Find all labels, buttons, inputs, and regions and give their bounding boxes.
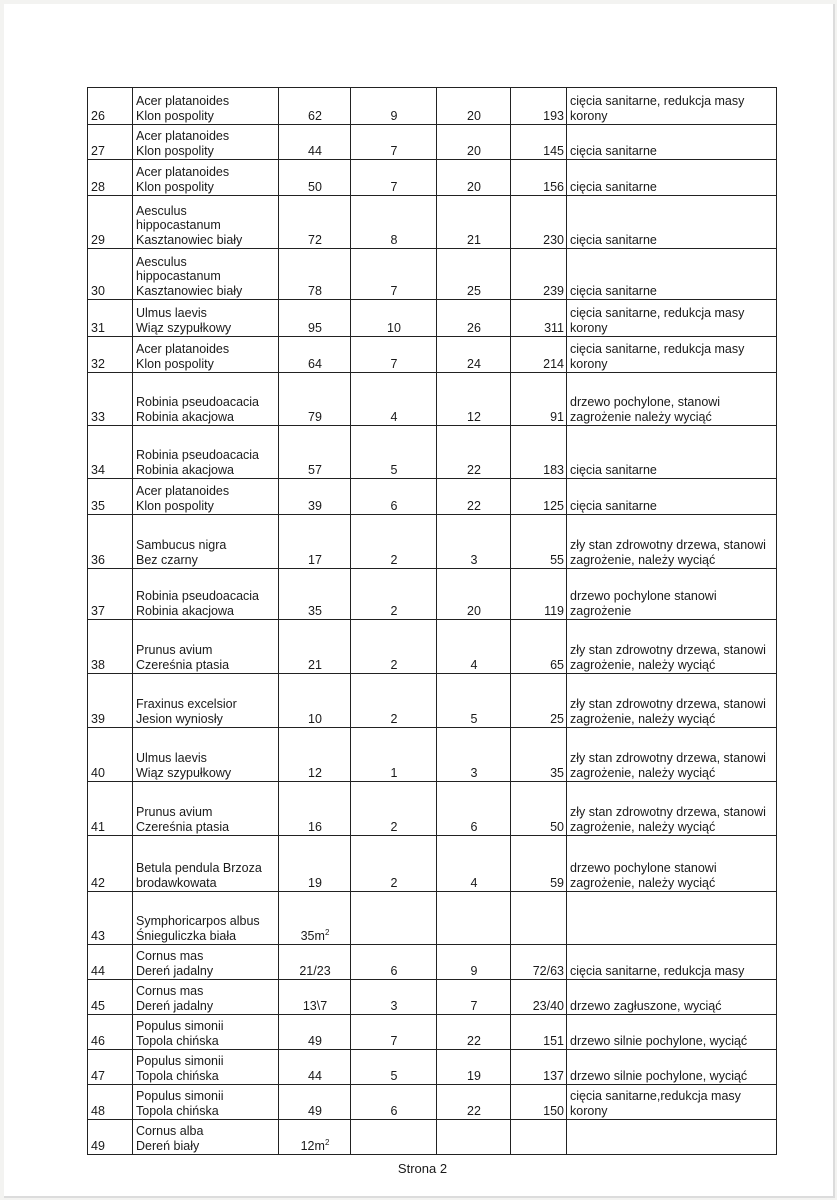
measure-1-value: 78: [308, 283, 322, 298]
measure-1-cell: [279, 426, 351, 479]
measure-1-value: 79: [308, 409, 322, 424]
species-name-cell: Aesculus hippocastanum Kasztanowiec biały: [133, 196, 279, 249]
remark-cell: zły stan zdrowotny drzewa, stanowi zagrożenie, należy wyciąć: [567, 674, 777, 728]
measure-2-cell: 6: [351, 1085, 437, 1120]
remark-cell: cięcia sanitarne, redukcja masy korony: [567, 337, 777, 373]
measure-2-cell: 2: [351, 620, 437, 674]
page-footer: Strona 2: [397, 1161, 448, 1176]
row-number-cell: 31: [88, 300, 133, 337]
row-number-cell: 40: [88, 728, 133, 782]
table-row: [88, 479, 777, 515]
measure-1-cell: [279, 88, 351, 125]
species-name-cell: Symphoricarpos albus Śnieguliczka biała: [133, 892, 279, 945]
row-number-cell: 33: [88, 373, 133, 426]
species-name-cell: Populus simonii Topola chińska: [133, 1050, 279, 1085]
measure-3-cell: 5: [437, 674, 511, 728]
measure-3-cell: 3: [437, 515, 511, 569]
measure-4-cell: 55: [511, 515, 567, 569]
measure-1-value: 35: [308, 603, 322, 618]
row-number-cell: 28: [88, 160, 133, 196]
measure-4-cell: 156: [511, 160, 567, 196]
species-name-cell: Acer platanoides Klon pospolity: [133, 337, 279, 373]
measure-2-cell: 10: [351, 300, 437, 337]
measure-4-cell: 193: [511, 88, 567, 125]
measure-1-value: 19: [308, 875, 322, 890]
measure-4-cell: 119: [511, 569, 567, 620]
measure-3-cell: 20: [437, 125, 511, 160]
measure-1-cell: [279, 892, 351, 945]
row-number-cell: 29: [88, 196, 133, 249]
measure-4-cell: 311: [511, 300, 567, 337]
measure-1-cell: [279, 1015, 351, 1050]
measure-2-cell: 4: [351, 373, 437, 426]
measure-4-cell: 230: [511, 196, 567, 249]
measure-3-cell: 12: [437, 373, 511, 426]
row-number-cell: 39: [88, 674, 133, 728]
measure-4-cell: 125: [511, 479, 567, 515]
measure-4-cell: 214: [511, 337, 567, 373]
row-number-cell: 30: [88, 249, 133, 300]
measure-3-cell: 24: [437, 337, 511, 373]
remark-cell: drzewo pochylone stanowi zagrożenie: [567, 569, 777, 620]
measure-1-value: 39: [308, 498, 322, 513]
table-row: [88, 1085, 777, 1120]
remark-cell: cięcia sanitarne,redukcja masy korony: [567, 1085, 777, 1120]
species-name-cell: Betula pendula Brzoza brodawkowata: [133, 836, 279, 892]
table-row: [88, 426, 777, 479]
measure-2-cell: 1: [351, 728, 437, 782]
measure-2-cell: 3: [351, 980, 437, 1015]
measure-1-value: 12m: [300, 1138, 325, 1153]
row-number-cell: 34: [88, 426, 133, 479]
measure-1-value: 21/23: [299, 963, 331, 978]
measure-2-cell: [351, 892, 437, 945]
measure-3-cell: 19: [437, 1050, 511, 1085]
remark-cell: drzewo zagłuszone, wyciąć: [567, 980, 777, 1015]
measure-1-cell: [279, 373, 351, 426]
species-name-cell: Robinia pseudoacacia Robinia akacjowa: [133, 426, 279, 479]
species-name-cell: Acer platanoides Klon pospolity: [133, 125, 279, 160]
species-name-cell: Acer platanoides Klon pospolity: [133, 160, 279, 196]
measure-1-value: 49: [308, 1033, 322, 1048]
remark-cell: cięcia sanitarne, redukcja masy korony: [567, 300, 777, 337]
measure-2-cell: 2: [351, 569, 437, 620]
measure-2-cell: 6: [351, 945, 437, 980]
row-number-cell: 38: [88, 620, 133, 674]
measure-1-cell: [279, 515, 351, 569]
measure-4-cell: 137: [511, 1050, 567, 1085]
document-page: [4, 4, 835, 1198]
measure-3-cell: 22: [437, 479, 511, 515]
measure-1-cell: [279, 782, 351, 836]
measure-4-cell: 65: [511, 620, 567, 674]
measure-2-cell: 2: [351, 674, 437, 728]
measure-4-cell: 145: [511, 125, 567, 160]
remark-cell: cięcia sanitarne: [567, 160, 777, 196]
measure-1-cell: [279, 300, 351, 337]
measure-2-cell: 7: [351, 249, 437, 300]
measure-1-cell: [279, 337, 351, 373]
measure-1-value: 21: [308, 657, 322, 672]
measure-3-cell: [437, 1120, 511, 1155]
species-name-cell: Prunus avium Czereśnia ptasia: [133, 620, 279, 674]
measure-1-value: 16: [308, 819, 322, 834]
measure-3-cell: 22: [437, 426, 511, 479]
remark-cell: cięcia sanitarne, redukcja masy korony: [567, 88, 777, 125]
table-row: [88, 373, 777, 426]
measure-2-cell: 7: [351, 337, 437, 373]
table-row: [88, 515, 777, 569]
measure-1-cell: [279, 125, 351, 160]
unit-exponent: 2: [324, 1137, 330, 1147]
measure-1-cell: [279, 1050, 351, 1085]
row-number-cell: 45: [88, 980, 133, 1015]
remark-cell: cięcia sanitarne: [567, 125, 777, 160]
row-number-cell: 46: [88, 1015, 133, 1050]
species-name-cell: Robinia pseudoacacia Robinia akacjowa: [133, 373, 279, 426]
table-row: [88, 337, 777, 373]
remark-cell: zły stan zdrowotny drzewa, stanowi zagrożenie, należy wyciąć: [567, 782, 777, 836]
measure-4-cell: 91: [511, 373, 567, 426]
table-row: [88, 1050, 777, 1085]
measure-1-cell: [279, 980, 351, 1015]
measure-1-cell: [279, 945, 351, 980]
remark-cell: cięcia sanitarne: [567, 249, 777, 300]
species-name-cell: Cornus alba Dereń biały: [133, 1120, 279, 1155]
measure-4-cell: 25: [511, 674, 567, 728]
measure-4-cell: 23/40: [511, 980, 567, 1015]
measure-2-cell: 7: [351, 1015, 437, 1050]
species-name-cell: Populus simonii Topola chińska: [133, 1085, 279, 1120]
row-number-cell: 43: [88, 892, 133, 945]
table-row: [88, 300, 777, 337]
row-number-cell: 42: [88, 836, 133, 892]
species-name-cell: Aesculus hippocastanum Kasztanowiec biały: [133, 249, 279, 300]
measure-3-cell: 20: [437, 160, 511, 196]
measure-1-cell: [279, 479, 351, 515]
row-number-cell: 35: [88, 479, 133, 515]
species-name-cell: Robinia pseudoacacia Robinia akacjowa: [133, 569, 279, 620]
measure-1-value: 17: [308, 552, 322, 567]
measure-3-cell: 20: [437, 569, 511, 620]
measure-3-cell: 26: [437, 300, 511, 337]
table-row: [88, 728, 777, 782]
measure-2-cell: 9: [351, 88, 437, 125]
species-name-cell: Cornus mas Dereń jadalny: [133, 945, 279, 980]
table-row: [88, 782, 777, 836]
measure-1-value: 62: [308, 108, 322, 123]
measure-1-value: 12: [308, 765, 322, 780]
table-row: [88, 980, 777, 1015]
measure-1-cell: [279, 249, 351, 300]
measure-3-cell: 25: [437, 249, 511, 300]
measure-3-cell: 4: [437, 836, 511, 892]
row-number-cell: 27: [88, 125, 133, 160]
measure-2-cell: 6: [351, 479, 437, 515]
measure-2-cell: 5: [351, 1050, 437, 1085]
measure-4-cell: 151: [511, 1015, 567, 1050]
remark-cell: drzewo silnie pochylone, wyciąć: [567, 1050, 777, 1085]
row-number-cell: 44: [88, 945, 133, 980]
measure-4-cell: 150: [511, 1085, 567, 1120]
species-name-cell: Fraxinus excelsior Jesion wyniosły: [133, 674, 279, 728]
table-row: [88, 892, 777, 945]
species-name-cell: Sambucus nigra Bez czarny: [133, 515, 279, 569]
measure-2-cell: 2: [351, 836, 437, 892]
measure-3-cell: [437, 892, 511, 945]
table-row: [88, 620, 777, 674]
species-name-cell: Populus simonii Topola chińska: [133, 1015, 279, 1050]
measure-1-value: 72: [308, 232, 322, 247]
measure-3-cell: 22: [437, 1015, 511, 1050]
measure-1-value: 57: [308, 462, 322, 477]
remark-cell: [567, 1120, 777, 1155]
measure-3-cell: 6: [437, 782, 511, 836]
measure-2-cell: 2: [351, 782, 437, 836]
measure-1-value: 44: [308, 143, 322, 158]
species-name-cell: Prunus avium Czereśnia ptasia: [133, 782, 279, 836]
row-number-cell: 49: [88, 1120, 133, 1155]
measure-4-cell: 50: [511, 782, 567, 836]
row-number-cell: 41: [88, 782, 133, 836]
measure-1-value: 49: [308, 1103, 322, 1118]
table-row: [88, 160, 777, 196]
tree-inventory-table: [87, 87, 777, 1155]
measure-2-cell: 5: [351, 426, 437, 479]
table-row: [88, 196, 777, 249]
measure-1-value: 95: [308, 320, 322, 335]
species-name-cell: Acer platanoides Klon pospolity: [133, 88, 279, 125]
measure-4-cell: 183: [511, 426, 567, 479]
remark-cell: zły stan zdrowotny drzewa, stanowi zagrożenie, należy wyciąć: [567, 515, 777, 569]
measure-1-value: 44: [308, 1068, 322, 1083]
row-number-cell: 26: [88, 88, 133, 125]
measure-1-value: 13\7: [302, 998, 328, 1013]
measure-1-cell: [279, 160, 351, 196]
measure-3-cell: 21: [437, 196, 511, 249]
remark-cell: drzewo pochylone, stanowi zagrożenie należy wyciąć: [567, 373, 777, 426]
table-row: [88, 836, 777, 892]
remark-cell: cięcia sanitarne, redukcja masy: [567, 945, 777, 980]
measure-4-cell: 59: [511, 836, 567, 892]
row-number-cell: 32: [88, 337, 133, 373]
measure-1-value: 64: [308, 356, 322, 371]
measure-2-cell: 2: [351, 515, 437, 569]
unit-exponent: 2: [324, 927, 330, 937]
remark-cell: drzewo pochylone stanowi zagrożenie, należy wyciąć: [567, 836, 777, 892]
measure-1-cell: [279, 196, 351, 249]
table-row: [88, 88, 777, 125]
row-number-cell: 36: [88, 515, 133, 569]
species-name-cell: Ulmus laevis Wiąz szypułkowy: [133, 300, 279, 337]
measure-1-cell: [279, 836, 351, 892]
remark-cell: cięcia sanitarne: [567, 479, 777, 515]
measure-2-cell: 8: [351, 196, 437, 249]
measure-4-cell: 239: [511, 249, 567, 300]
remark-cell: zły stan zdrowotny drzewa, stanowi zagrożenie, należy wyciąć: [567, 620, 777, 674]
measure-1-cell: [279, 728, 351, 782]
remark-cell: cięcia sanitarne: [567, 196, 777, 249]
measure-3-cell: 20: [437, 88, 511, 125]
measure-1-value: 50: [308, 179, 322, 194]
measure-1-cell: [279, 1120, 351, 1155]
measure-1-value: 10: [308, 711, 322, 726]
measure-2-cell: 7: [351, 125, 437, 160]
table-row: [88, 1120, 777, 1155]
measure-4-cell: 35: [511, 728, 567, 782]
remark-cell: cięcia sanitarne: [567, 426, 777, 479]
measure-3-cell: 9: [437, 945, 511, 980]
measure-3-cell: 7: [437, 980, 511, 1015]
measure-2-cell: 7: [351, 160, 437, 196]
table-row: [88, 945, 777, 980]
remark-cell: [567, 892, 777, 945]
measure-1-cell: [279, 674, 351, 728]
table-row: [88, 1015, 777, 1050]
table-row: [88, 249, 777, 300]
measure-3-cell: 4: [437, 620, 511, 674]
species-name-cell: Ulmus laevis Wiąz szypułkowy: [133, 728, 279, 782]
measure-4-cell: [511, 1120, 567, 1155]
table-row: [88, 674, 777, 728]
row-number-cell: 48: [88, 1085, 133, 1120]
measure-4-cell: 72/63: [511, 945, 567, 980]
measure-1-cell: [279, 569, 351, 620]
row-number-cell: 47: [88, 1050, 133, 1085]
measure-1-cell: [279, 1085, 351, 1120]
measure-1-value: 35m: [300, 928, 325, 943]
measure-4-cell: [511, 892, 567, 945]
species-name-cell: Cornus mas Dereń jadalny: [133, 980, 279, 1015]
measure-3-cell: 3: [437, 728, 511, 782]
remark-cell: zły stan zdrowotny drzewa, stanowi zagrożenie, należy wyciąć: [567, 728, 777, 782]
table-row: [88, 125, 777, 160]
measure-3-cell: 22: [437, 1085, 511, 1120]
remark-cell: drzewo silnie pochylone, wyciąć: [567, 1015, 777, 1050]
measure-2-cell: [351, 1120, 437, 1155]
species-name-cell: Acer platanoides Klon pospolity: [133, 479, 279, 515]
table-row: [88, 569, 777, 620]
row-number-cell: 37: [88, 569, 133, 620]
measure-1-cell: [279, 620, 351, 674]
